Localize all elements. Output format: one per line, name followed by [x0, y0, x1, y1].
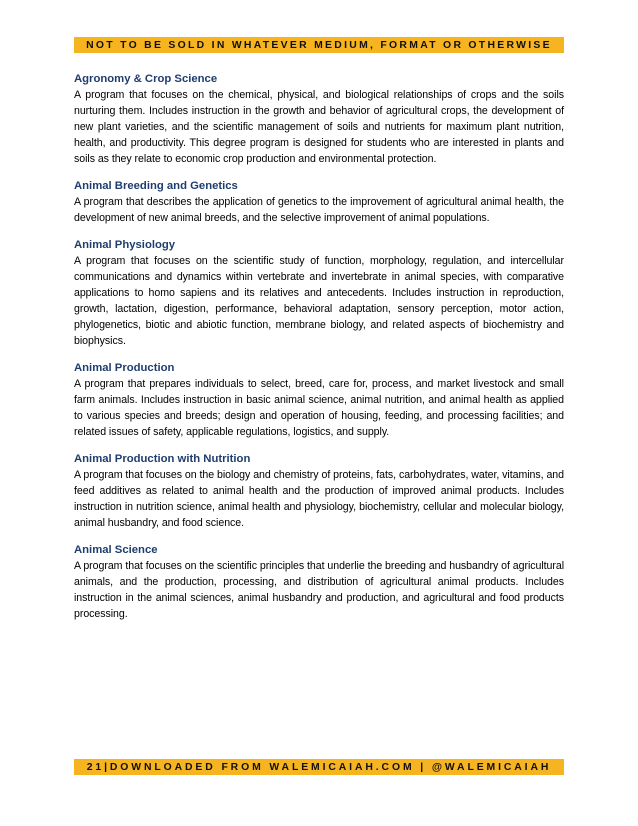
section-animal-production	[74, 361, 564, 440]
header-banner-text: NOT TO BE SOLD IN WHATEVER MEDIUM, FORMAT OR OTHERWISE	[86, 39, 552, 51]
section-description: A program that prepares individuals to select, breed, care for, process, and market livestock and small farm animals. Includes instruction in basic animal science, animal nutrition, and animal health as applied to various species and breeds; design and operation of housing, feeding, and processing facilities; and related issues of safety, applicable regulations, logistics, and supply.	[74, 378, 564, 438]
section-description: A program that focuses on the scientific principles that underlie the breeding and husbandry of agricultural animals, and the production, processing, and distribution of agricultural animal products. Includes instruction in the animal sciences, animal husbandry and production, and agricultural and food products processing.	[74, 560, 564, 620]
section-animal-physiology	[74, 238, 564, 349]
section-heading: Animal Science	[74, 544, 158, 556]
section-description: A program that focuses on the scientific study of function, morphology, regulation, and intercellular communications and dynamics within vertebrate and invertebrate in animal species, with comparative applications to homo sapiens and its relatives and antecedents. Includes instruction in reproduction, growth, lactation, digestion, performance, behavioral adaptation, sensory perception, motor action, phylogenetics, biotic and abiotic function, membrane biology, and related aspects of biochemistry and biophysics.	[74, 255, 564, 347]
section-description: A program that focuses on the chemical, physical, and biological relationships of crops and the soils nurturing them. Includes instruction in the growth and behavior of agricultural crops, the development of new plant varieties, and the scientific management of soils and nutrients for maximum plant nutrition, health, and productivity. This degree program is designed for students who are interested in plants and soils as they relate to economic crop production and environmental protection.	[74, 89, 564, 165]
section-heading: Animal Production	[74, 362, 175, 374]
section-heading: Agronomy & Crop Science	[74, 73, 218, 85]
section-agronomy-crop-science	[74, 72, 564, 167]
document-body	[74, 72, 564, 634]
section-animal-breeding-genetics	[74, 179, 564, 226]
footer-banner	[74, 759, 564, 775]
header-banner	[74, 37, 564, 53]
section-description: A program that describes the application of genetics to the improvement of agricultural animal health, the development of new animal breeds, and the selective improvement of animal populations.	[74, 196, 564, 224]
section-animal-science	[74, 543, 564, 622]
section-animal-production-nutrition	[74, 452, 564, 531]
section-description: A program that focuses on the biology and chemistry of proteins, fats, carbohydrates, water, vitamins, and feed additives as related to animal health and the production of improved animal products. Includes instruction in nutrition science, animal health and physiology, biochemistry, cellular and molecular biology, animal husbandry, and food science.	[74, 469, 564, 529]
section-heading: Animal Physiology	[74, 239, 176, 251]
section-heading: Animal Production with Nutrition	[74, 453, 251, 465]
footer-banner-text: 21|DOWNLOADED FROM WALEMICAIAH.COM | @WALEMICAIAH	[86, 761, 552, 773]
section-heading: Animal Breeding and Genetics	[74, 180, 238, 192]
